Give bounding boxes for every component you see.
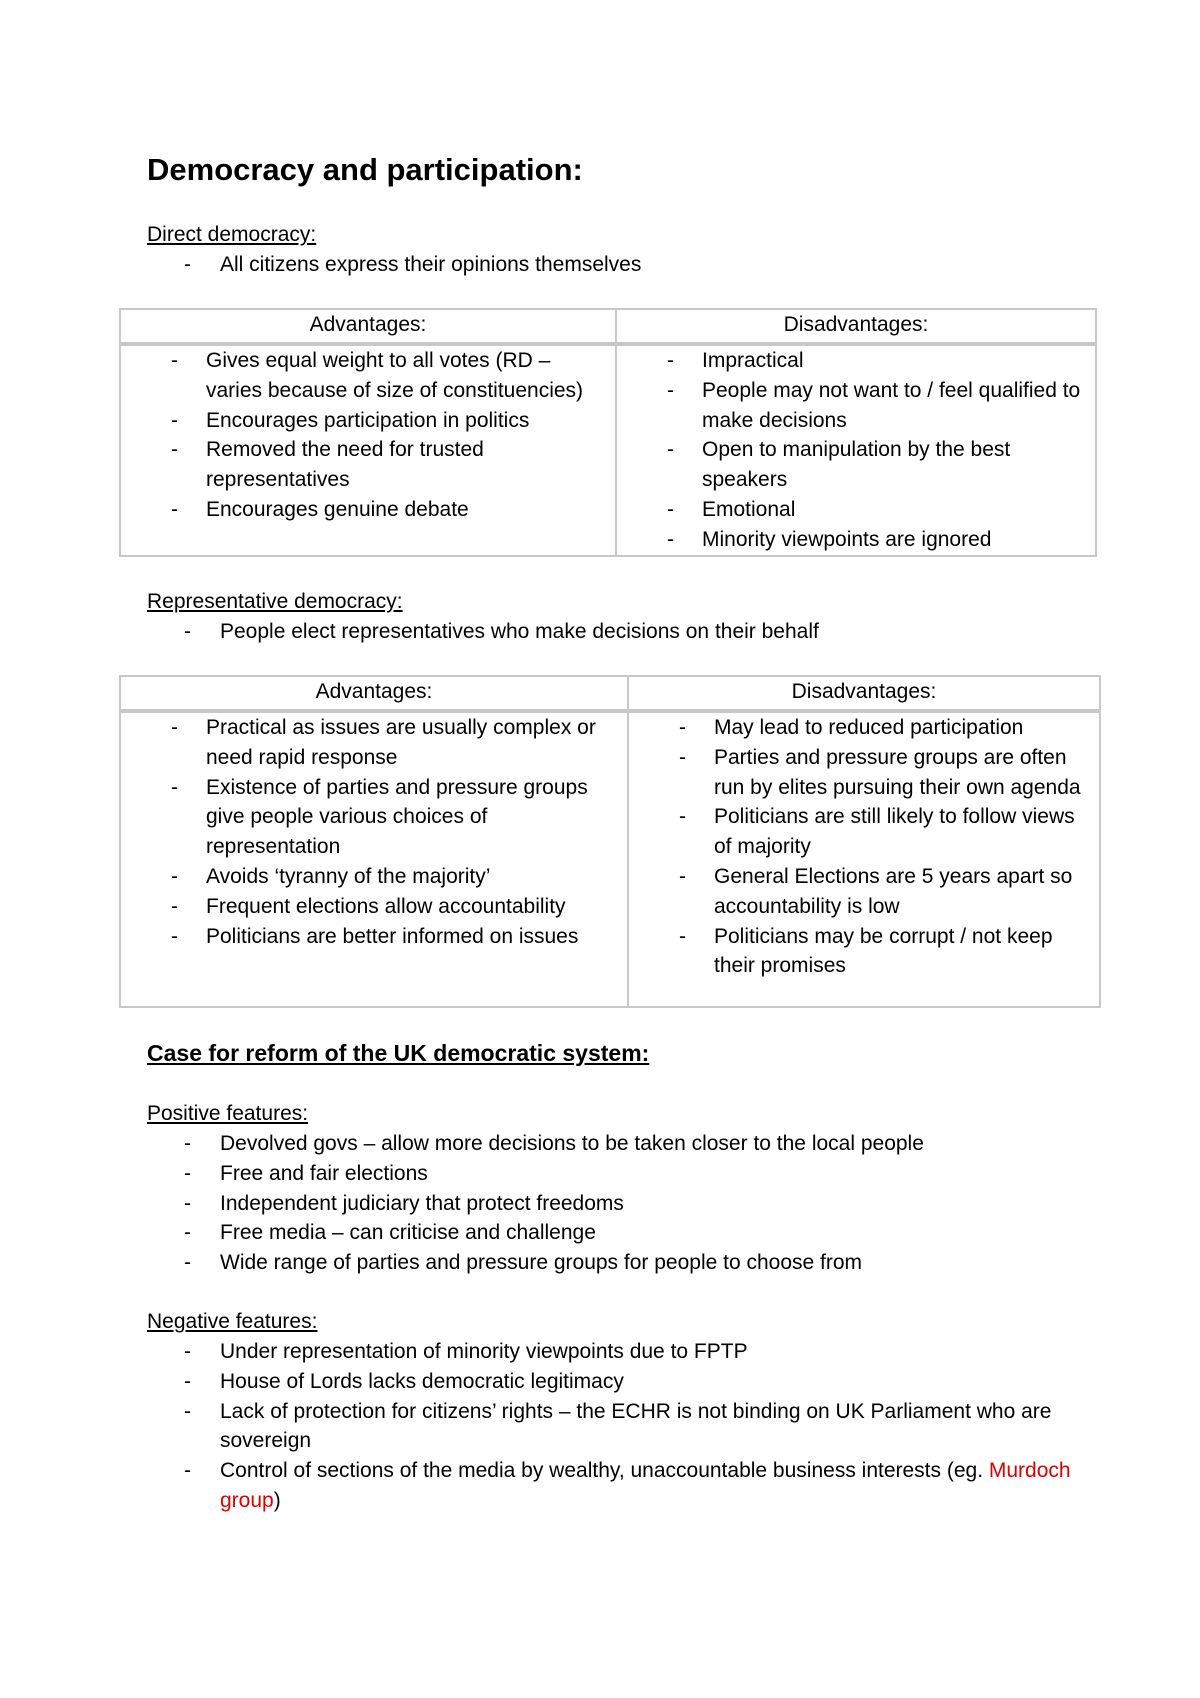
list-item <box>121 346 615 406</box>
dash: - <box>184 620 191 643</box>
list-item <box>147 1189 924 1219</box>
reform-heading: Case for reform of the UK democratic system: <box>147 1040 650 1066</box>
negative-features-bullets <box>147 1337 1087 1516</box>
list-item <box>147 1248 924 1278</box>
list-item-text: Impractical <box>702 349 804 372</box>
positive-features-heading: Positive features: <box>147 1102 309 1125</box>
direct-democracy-heading: Direct democracy: <box>147 223 317 246</box>
list-item-text: Avoids ‘tyranny of the majority’ <box>206 864 491 888</box>
dash: - <box>184 1340 191 1363</box>
dash: - <box>667 349 674 372</box>
representative-democracy-bullets <box>147 617 819 647</box>
dash: - <box>171 775 178 799</box>
dash: - <box>184 1251 191 1275</box>
list-item-text: All citizens express their opinions themselves <box>220 253 642 276</box>
list-item-text: Politicians are still likely to follow views of majority <box>714 805 1075 859</box>
dash: - <box>667 497 674 521</box>
list-item-text: Free and fair elections <box>220 1161 428 1185</box>
dash: - <box>679 924 686 948</box>
list-item-text: Gives equal weight to all votes (RD – varies because of size of constituencies) <box>206 349 584 402</box>
list-item <box>147 1218 924 1248</box>
dash: - <box>171 864 178 888</box>
list-item-text: Frequent elections allow accountability <box>206 894 566 918</box>
list-item-text: Minority viewpoints are ignored <box>702 527 992 551</box>
dash: - <box>184 1161 191 1185</box>
list-item-text: Emotional <box>702 497 796 521</box>
list-item <box>617 376 1095 436</box>
list-item-text: Wide range of parties and pressure groups for people to choose from <box>220 1251 863 1275</box>
list-item-text: Encourages participation in politics <box>206 408 530 432</box>
dash: - <box>171 924 178 948</box>
list-item <box>147 1129 924 1159</box>
disadvantages-cell <box>616 344 1096 556</box>
list-item-tail: ) <box>273 1488 281 1512</box>
list-item <box>629 802 1099 862</box>
disadvantages-header: Disadvantages: <box>628 676 1100 711</box>
list-item-text: People elect representatives who make decisions on their behalf <box>220 620 819 643</box>
list-item <box>121 495 615 525</box>
list-item <box>147 1397 1087 1457</box>
dash: - <box>171 438 178 462</box>
dash: - <box>184 1459 191 1483</box>
dash: - <box>679 745 686 769</box>
list-item-text: Encourages genuine debate <box>206 497 469 521</box>
page-title: Democracy and participation: <box>147 152 583 187</box>
direct-democracy-bullets <box>147 250 641 280</box>
advantages-list <box>121 346 615 525</box>
representative-democracy-heading: Representative democracy: <box>147 590 403 613</box>
list-item-text: General Elections are 5 years apart so accountability is low <box>714 864 1073 918</box>
list-item <box>121 435 615 495</box>
dash: - <box>171 408 178 432</box>
list-item-text: Free media – can criticise and challenge <box>220 1221 596 1245</box>
list-item <box>147 617 819 647</box>
list-item-text: Parties and pressure groups are often run by elites pursuing their own agenda <box>714 745 1081 799</box>
dash: - <box>184 1132 191 1155</box>
list-item-text: Open to manipulation by the best speakers <box>702 438 1011 492</box>
list-item-text: Removed the need for trusted representatives <box>206 438 484 492</box>
list-item-text: Independent judiciary that protect freedoms <box>220 1191 624 1215</box>
list-item-text: May lead to reduced participation <box>714 716 1024 739</box>
advantages-cell <box>120 344 616 556</box>
disadvantages-list <box>629 713 1099 981</box>
list-item <box>147 1159 924 1189</box>
dash: - <box>184 1399 191 1423</box>
list-item <box>617 346 1095 376</box>
dash: - <box>171 894 178 918</box>
dash: - <box>171 497 178 521</box>
list-item-text: Control of sections of the media by wealthy, unaccountable business interests (eg. <box>220 1459 989 1483</box>
dash: - <box>679 864 686 888</box>
list-item <box>147 250 641 280</box>
list-item <box>617 495 1095 525</box>
list-item-text: Practical as issues are usually complex or need rapid response <box>206 716 596 769</box>
list-item <box>121 713 627 773</box>
list-item <box>147 1456 1087 1516</box>
dash: - <box>184 1369 191 1393</box>
dash: - <box>667 438 674 462</box>
list-item <box>629 713 1099 743</box>
dash: - <box>667 527 674 551</box>
dash: - <box>667 378 674 402</box>
advantages-header: Advantages: <box>120 309 616 344</box>
list-item-text: Devolved govs – allow more decisions to be taken closer to the local people <box>220 1132 924 1155</box>
list-item <box>147 1367 1087 1397</box>
dash: - <box>679 716 686 739</box>
representative-democracy-table <box>119 675 1101 1008</box>
list-item <box>629 862 1099 922</box>
list-item-text: Under representation of minority viewpoints due to FPTP <box>220 1340 748 1363</box>
list-item-text: Lack of protection for citizens’ rights – the ECHR is not binding on UK Parliament who are sovereign <box>220 1399 1052 1453</box>
list-item-text: People may not want to / feel qualified to make decisions <box>702 378 1081 432</box>
dash: - <box>184 253 191 276</box>
advantages-cell <box>120 711 628 1007</box>
list-item-text: Politicians are better informed on issues <box>206 924 579 948</box>
advantages-header: Advantages: <box>120 676 628 711</box>
list-item <box>617 525 1095 555</box>
dash: - <box>679 805 686 829</box>
list-item-text: Existence of parties and pressure groups give people various choices of representation <box>206 775 588 859</box>
disadvantages-header: Disadvantages: <box>616 309 1096 344</box>
list-item <box>617 435 1095 495</box>
dash: - <box>171 716 178 739</box>
list-item-text: House of Lords lacks democratic legitimacy <box>220 1369 624 1393</box>
disadvantages-list <box>617 346 1095 555</box>
list-item <box>121 922 627 952</box>
list-item-text: Politicians may be corrupt / not keep their promises <box>714 924 1053 978</box>
list-item <box>121 862 627 892</box>
dash: - <box>184 1221 191 1245</box>
advantages-list <box>121 713 627 951</box>
list-item <box>121 773 627 862</box>
dash: - <box>171 349 178 372</box>
list-item <box>121 406 615 436</box>
list-item <box>629 743 1099 803</box>
dash: - <box>184 1191 191 1215</box>
list-item <box>147 1337 1087 1367</box>
disadvantages-cell <box>628 711 1100 1007</box>
direct-democracy-table <box>119 308 1097 557</box>
negative-features-heading: Negative features: <box>147 1310 318 1333</box>
list-item <box>629 922 1099 982</box>
positive-features-bullets <box>147 1129 924 1278</box>
list-item <box>121 892 627 922</box>
murdoch-group-highlight: Murdoch group <box>220 1459 1071 1512</box>
